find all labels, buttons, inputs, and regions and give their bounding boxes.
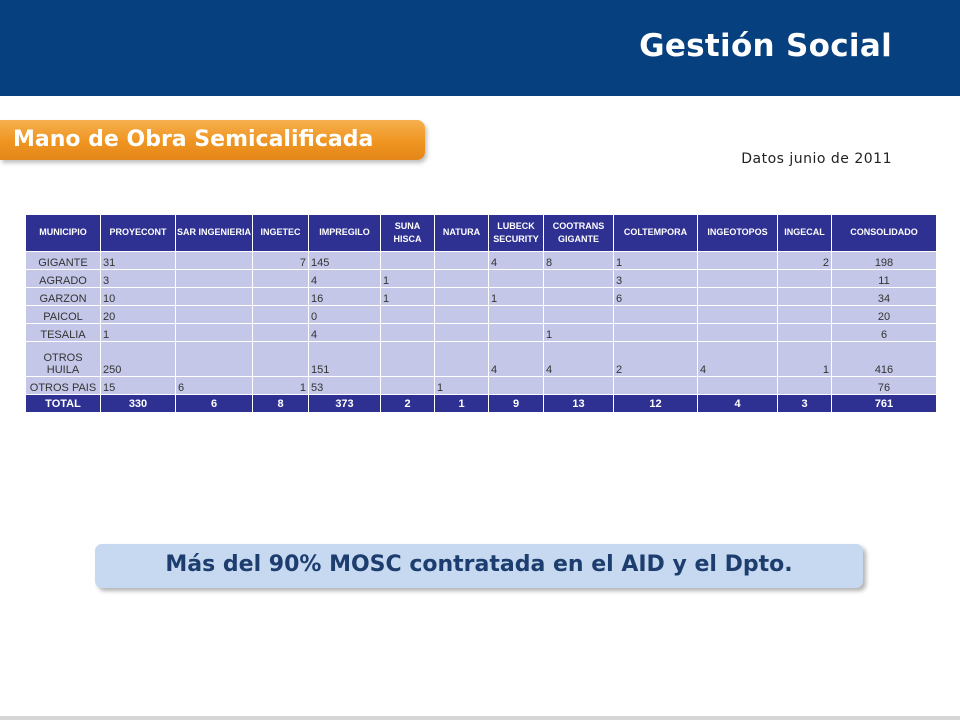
- table-cell: 11: [832, 270, 937, 288]
- page-title: Gestión Social: [639, 28, 892, 64]
- total-cell: 3: [778, 395, 832, 413]
- table-cell: 20: [101, 306, 176, 324]
- table-cell: [435, 270, 489, 288]
- table-cell: [698, 324, 778, 342]
- header-bar: [0, 0, 960, 96]
- table-cell: 31: [101, 252, 176, 270]
- table-cell: 145: [309, 252, 381, 270]
- table-cell: [544, 270, 614, 288]
- table-cell: 416: [832, 342, 937, 377]
- summary-banner: [95, 544, 863, 588]
- table-row: [26, 306, 937, 324]
- labor-table: [25, 214, 937, 413]
- municipio-cell: OTROS PAIS: [26, 377, 101, 395]
- table-cell: 1: [614, 252, 698, 270]
- table-cell: [176, 252, 253, 270]
- table-cell: 10: [101, 288, 176, 306]
- table-cell: [435, 306, 489, 324]
- table-row: [26, 252, 937, 270]
- table-cell: 2: [614, 342, 698, 377]
- table-cell: 1: [253, 377, 309, 395]
- table-cell: [698, 252, 778, 270]
- table-cell: 4: [489, 252, 544, 270]
- table-cell: [435, 342, 489, 377]
- total-row: [26, 395, 937, 413]
- table-cell: 6: [614, 288, 698, 306]
- column-header: PROYECONT: [101, 215, 176, 252]
- table-cell: [489, 324, 544, 342]
- total-cell: 8: [253, 395, 309, 413]
- table-cell: 2: [778, 252, 832, 270]
- table-cell: [544, 288, 614, 306]
- table-cell: [381, 324, 435, 342]
- total-cell: 6: [176, 395, 253, 413]
- table-row: [26, 288, 937, 306]
- footer-divider: [0, 716, 960, 720]
- table-cell: [544, 306, 614, 324]
- table-cell: 1: [435, 377, 489, 395]
- total-cell: 761: [832, 395, 937, 413]
- table-row: [26, 377, 937, 395]
- total-cell: 13: [544, 395, 614, 413]
- table-cell: [381, 252, 435, 270]
- total-cell: 12: [614, 395, 698, 413]
- table-cell: 250: [101, 342, 176, 377]
- column-header: INGETEC: [253, 215, 309, 252]
- table-cell: [253, 270, 309, 288]
- table-cell: [614, 377, 698, 395]
- municipio-cell: PAICOL: [26, 306, 101, 324]
- total-cell: TOTAL: [26, 395, 101, 413]
- table-cell: [435, 288, 489, 306]
- column-header: MUNICIPIO: [26, 215, 101, 252]
- column-header: SUNA HISCA: [381, 215, 435, 252]
- table-cell: [176, 270, 253, 288]
- table-cell: [698, 377, 778, 395]
- total-cell: 9: [489, 395, 544, 413]
- table-cell: 15: [101, 377, 176, 395]
- table-cell: [253, 306, 309, 324]
- municipio-cell: GIGANTE: [26, 252, 101, 270]
- municipio-cell: OTROS HUILA: [26, 342, 101, 377]
- table-cell: [176, 342, 253, 377]
- municipio-cell: TESALIA: [26, 324, 101, 342]
- table-cell: [778, 377, 832, 395]
- total-cell: 373: [309, 395, 381, 413]
- table-cell: 3: [614, 270, 698, 288]
- municipio-cell: GARZON: [26, 288, 101, 306]
- column-header: LUBECK SECURITY: [489, 215, 544, 252]
- table-cell: [253, 342, 309, 377]
- table-cell: [614, 306, 698, 324]
- table-cell: 3: [101, 270, 176, 288]
- table-cell: [381, 306, 435, 324]
- table-cell: 1: [489, 288, 544, 306]
- date-note: Datos junio de 2011: [741, 151, 892, 167]
- total-cell: 1: [435, 395, 489, 413]
- table-cell: 4: [309, 270, 381, 288]
- table-row: [26, 270, 937, 288]
- table-cell: 0: [309, 306, 381, 324]
- section-label-text: Mano de Obra Semicalificada: [13, 127, 374, 152]
- table-cell: 53: [309, 377, 381, 395]
- table-cell: [381, 342, 435, 377]
- column-header: INGECAL: [778, 215, 832, 252]
- municipio-cell: AGRADO: [26, 270, 101, 288]
- table-cell: [614, 324, 698, 342]
- table-cell: 1: [101, 324, 176, 342]
- table-cell: 4: [489, 342, 544, 377]
- table-cell: [698, 270, 778, 288]
- table-cell: [176, 324, 253, 342]
- table-cell: [176, 288, 253, 306]
- column-header: NATURA: [435, 215, 489, 252]
- table-cell: [435, 324, 489, 342]
- table-header-row: [26, 215, 937, 252]
- table-cell: [778, 306, 832, 324]
- table-cell: 4: [698, 342, 778, 377]
- table-cell: [253, 288, 309, 306]
- table-cell: [435, 252, 489, 270]
- table-cell: 20: [832, 306, 937, 324]
- table-row: [26, 342, 937, 377]
- column-header: SAR INGENIERIA: [176, 215, 253, 252]
- table-cell: 1: [381, 288, 435, 306]
- total-cell: 2: [381, 395, 435, 413]
- table-cell: 34: [832, 288, 937, 306]
- table-cell: 16: [309, 288, 381, 306]
- table-cell: [544, 377, 614, 395]
- table-cell: [778, 270, 832, 288]
- column-header: COOTRANS GIGANTE: [544, 215, 614, 252]
- table-cell: 76: [832, 377, 937, 395]
- table-cell: 1: [381, 270, 435, 288]
- column-header: IMPREGILO: [309, 215, 381, 252]
- total-cell: 330: [101, 395, 176, 413]
- table-row: [26, 324, 937, 342]
- table-cell: 6: [832, 324, 937, 342]
- total-cell: 4: [698, 395, 778, 413]
- table-cell: [176, 306, 253, 324]
- table-cell: 1: [544, 324, 614, 342]
- column-header: INGEOTOPOS: [698, 215, 778, 252]
- table-cell: [778, 324, 832, 342]
- table-cell: [698, 288, 778, 306]
- table-cell: [381, 377, 435, 395]
- table-cell: [489, 377, 544, 395]
- table-cell: [698, 306, 778, 324]
- column-header: CONSOLIDADO: [832, 215, 937, 252]
- table-cell: 4: [544, 342, 614, 377]
- table-cell: 8: [544, 252, 614, 270]
- table-cell: 4: [309, 324, 381, 342]
- summary-banner-text: Más del 90% MOSC contratada en el AID y el Dpto.: [165, 552, 793, 577]
- section-label: [0, 120, 425, 160]
- table-cell: 198: [832, 252, 937, 270]
- table-cell: [489, 270, 544, 288]
- table-cell: 6: [176, 377, 253, 395]
- table-cell: 7: [253, 252, 309, 270]
- table-cell: [489, 306, 544, 324]
- table-cell: [253, 324, 309, 342]
- table-cell: 151: [309, 342, 381, 377]
- column-header: COLTEMPORA: [614, 215, 698, 252]
- table-cell: 1: [778, 342, 832, 377]
- table-cell: [778, 288, 832, 306]
